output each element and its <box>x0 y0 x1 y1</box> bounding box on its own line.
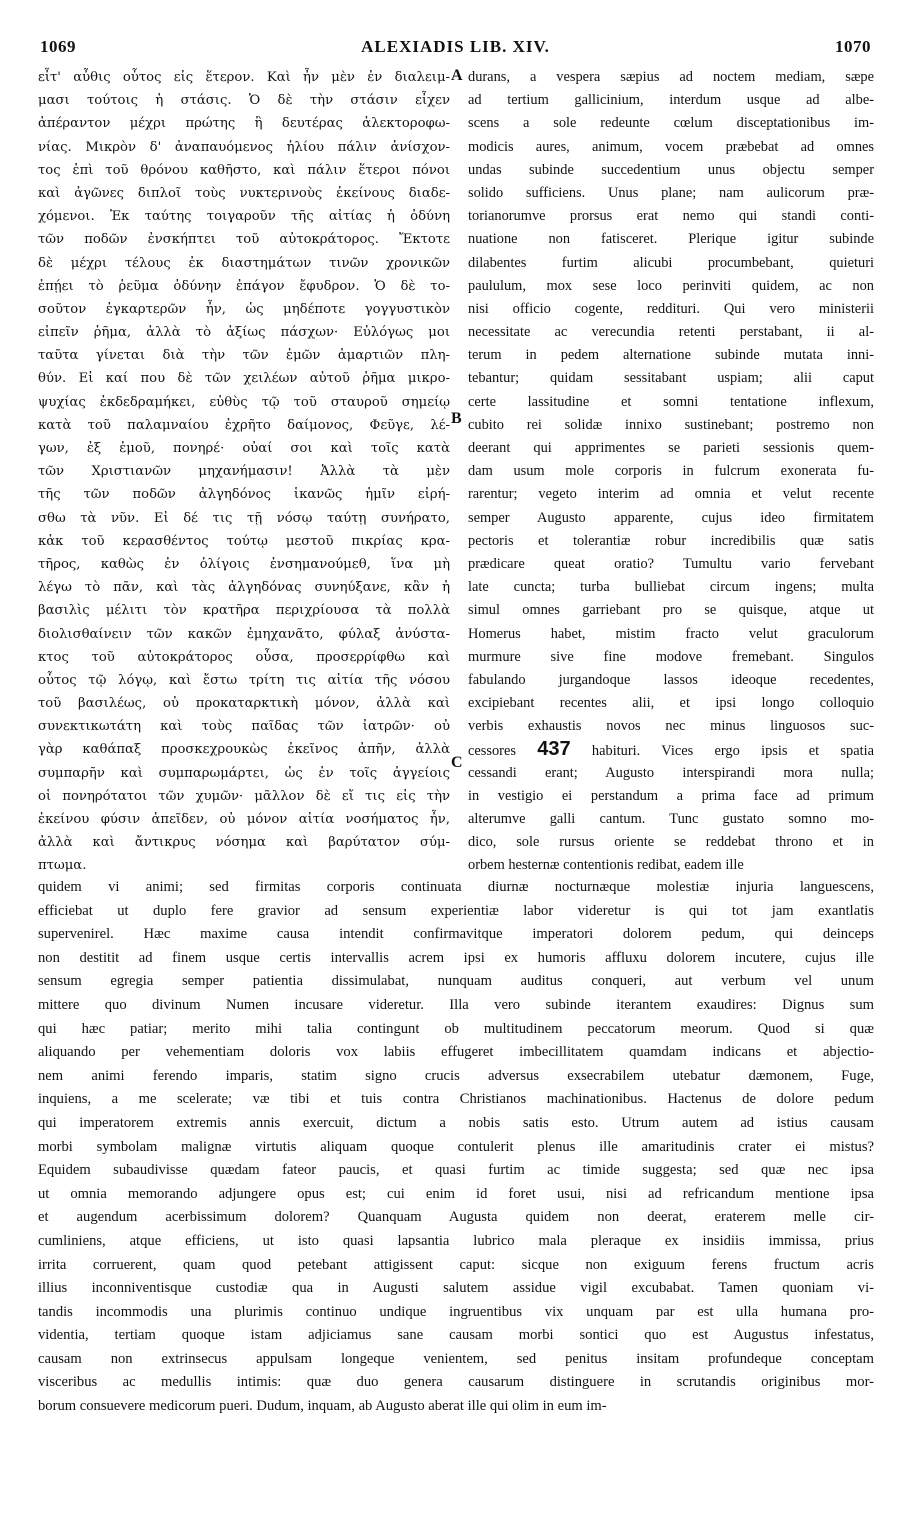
latin-text-line: et augendum acerbissimum dolorem? Quanquam Augusta quidem non deerat, eraterem melle cir- <box>38 1209 874 1226</box>
latin-text-line: ad tertium gallicinium, interdum usque ad albe- <box>468 92 874 109</box>
latin-text-line: cessores 437 habituri. Vices ergo ipsis et spatia <box>468 738 874 761</box>
greek-text-line: κατὰ τοῦ παλαμναίου ἐχρῆτο δαίμονος, Φεῦγε, λέ- <box>38 417 450 433</box>
latin-text-line: terum in pedem alternatione subinde mutata inni- <box>468 347 874 364</box>
greek-text-line: ἀλλὰ καὶ ἄντικρυς νόσημα καὶ βαρύτατον σύμ- <box>38 835 450 851</box>
inline-page-number: 437 <box>537 738 571 761</box>
latin-text-line: alterumve galli cantum. Tunc gustato somno mo- <box>468 811 874 827</box>
latin-text-line: durans, a vespera sæpius ad noctem mediam, sæpe <box>468 69 874 85</box>
latin-text-line: qui hæc patiar; merito mihi talia contingunt ob multitudinem peccatorum meorum. Quod si quæ <box>38 1020 874 1037</box>
latin-text-line: causam non extrinsecus appulsam longeque venientem, sed penitus insitam profundeque conceptam <box>38 1350 874 1367</box>
latin-text-line: orbem hesternæ contentionis redibat, eadem ille <box>468 857 744 874</box>
greek-text-line: μασι τούτοις ἡ στάσις. Ὁ δὲ τὴν στάσιν εἶχεν <box>38 93 450 109</box>
running-title: ALEXIADIS LIB. XIV. <box>361 37 550 56</box>
left-page-number: 1069 <box>40 37 76 56</box>
latin-text-line: deerant qui apprimentes se parieti sessionis quem- <box>468 440 874 456</box>
greek-text-line: κτος τοῦ αὐτοκράτορος οὖσα, προσερρίφθω καὶ <box>38 649 450 665</box>
latin-text-line: excipiebant recentes alii, et ipsi longo colloquio <box>468 695 874 712</box>
greek-text-line: γὰρ καθάπαξ προσκεχρουκὼς ἐκεῖνος ἀπῆν, ἀλλὰ <box>38 742 450 758</box>
greek-text-line: σοῦτον ἐγκαρτερῶν ἦν, ὡς μηδέποτε γογγυστικὸν <box>38 301 450 317</box>
latin-text-line: efficiebat ut duplo fere gravior ad sensum experientiæ labor videretur is qui tot jam exantlatis <box>38 902 874 919</box>
latin-text-line: morbi symbolam malignæ virtutis aliquam quoque contulerit plenus ille amaritudinis crater ei mistus? <box>38 1138 874 1155</box>
greek-text-line: τοῦ βασιλέως, οὐ προκαταρκτικὴ μόνον, ἀλλὰ καὶ <box>38 696 450 712</box>
greek-text-column <box>38 66 450 878</box>
latin-text-line: qui imperatorem extremis annis exercuit, dictum a nobis satis esto. Utrum autem ad istius causam <box>38 1114 874 1131</box>
latin-text-line: dam usum mole corporis in fulcrum exonerata fu- <box>468 463 874 480</box>
greek-text-line: λέγω τὸ πᾶν, καὶ τὰς ἀλγηδόνας συνηύξανε, κἂν ἡ <box>38 580 450 596</box>
latin-text-line: borum consuevere medicorum pueri. Dudum, inquam, ab Augusto aberat ille qui olim in eum im- <box>38 1398 607 1415</box>
latin-text-line: tebantur; quidam sessitabant uspiam; alii caput <box>468 370 874 387</box>
latin-text-line: Homerus habet, mistim fracto velut graculorum <box>468 625 874 642</box>
greek-text-line: καὶ ἀγῶνες διπλοῖ τοὺς νυκτερινοὺς ἐκείνους διαδε- <box>38 185 450 201</box>
greek-text-line: ψυχίας ἐκδεδραμήκει, εὐθὺς τῷ τοῦ σταυροῦ σημείῳ <box>38 394 450 410</box>
latin-text-line: aliquando per vehementiam doloris vox labiis effugeret imbecillitatem quamdam indicans et abjectio- <box>38 1044 874 1061</box>
latin-text-line: mittere quo divinum Numen incusare videretur. Illa vero subinde iterantem exaudires: Dignus sum <box>38 996 874 1013</box>
latin-text-line: dilabentes furtim alicubi procumbebant, quieturi <box>468 254 874 271</box>
greek-text-line: πτωμα. <box>38 858 87 874</box>
latin-text-line: modicis aures, animum, vocem præbebat ad omnes <box>468 138 874 155</box>
latin-text-line: tandis incommodis una plurimis continuo undique ingruentibus vix unquam par est ulla humana pro- <box>38 1303 874 1320</box>
latin-text-column <box>468 66 874 878</box>
latin-text-line: late cuncta; turba bulliebat circum ingens; multa <box>468 579 874 596</box>
greek-text-line: τος ἐπὶ τοῦ θρόνου καθῆστο, καὶ πάλιν ἕτεροι πόνοι <box>38 162 450 178</box>
latin-text-line: paululum, mox sese loco perinviti quidem, ac non <box>468 277 874 294</box>
latin-text-line: scens a sole redeunte cœlum disceptationibus im- <box>468 115 874 132</box>
latin-text-line: supervenirel. Hæc maxime causa intendit confirmavitque imperatori dolorem pedum, qui deinceps <box>38 926 874 943</box>
latin-text-line: visceribus ac medullis intimis: quæ duo genera causarum distinguere in scrutandis originibus mor- <box>38 1374 874 1391</box>
latin-text-line: cumliniens, atque efficiens, ut isto quasi lapsantia lubrico mala pleraque ex insidiis immissa, prius <box>38 1232 874 1249</box>
margin-marker-b: B <box>451 410 462 427</box>
greek-text-line: εἶτ' αὖθις οὗτος εἰς ἕτερον. Καὶ ἦν μὲν ἐν διαλειμ- <box>38 70 450 85</box>
latin-text-line: Equidem subaudivisse quædam fateor paucis, et quasi furtim ac timide suggesta; sed quæ nec ipsa <box>38 1162 874 1179</box>
greek-text-line: γων, ἐξ ἐμοῦ, πονηρέ· οὐαί σοι καὶ τοῖς κατὰ <box>38 441 450 456</box>
latin-text-line: nuatione non fatisceret. Plerique igitur subinde <box>468 231 874 248</box>
latin-text-line: torianorumve prorsus erat nemo qui standi conti- <box>468 208 874 225</box>
latin-text-line: nisi officio cogente, reddituri. Qui vero ministerii <box>468 300 874 317</box>
margin-marker-c: C <box>451 754 463 771</box>
latin-text-line: sensum egregia semper patientia dissimulabat, nunquam auditus conqueri, aut verbum vel unum <box>38 973 874 990</box>
greek-text-line: τῶν Χριστιανῶν μηχανήμασιν! Ἀλλὰ τὰ μὲν <box>38 464 450 480</box>
greek-text-line: οὗτος τῷ λόγῳ, καὶ ἔστω τρίτη τις αἰτία τῆς νόσου <box>38 672 450 688</box>
latin-text-line: cessandi erant; Augusto interspirandi mora nulla; <box>468 764 874 781</box>
latin-text-line: dico, sole rursus oriente se reddebat throno et in <box>468 834 874 851</box>
latin-text-line: non destitit ad finem usque certis intervallis acrem ipsi ex humoris affluxu dolorem incutere, cujus ille <box>38 949 874 966</box>
latin-text-line: simul omnes garriebant pro se quisque, atque ut <box>468 602 874 619</box>
greek-text-line: δὲ μέχρι τέλους ἐκ διαστημάτων τινῶν χρονικῶν <box>38 255 450 271</box>
latin-text-line: ut omnia memorando adjungere opus est; cui enim id foret usui, nisi ad refricandum mentione ipsa <box>38 1185 874 1202</box>
latin-text-line: videntia, tertiam quoque istam adjiciamus sane causam morbi sontici quo est Augustus infestatus, <box>38 1327 874 1344</box>
running-header <box>40 34 871 60</box>
greek-text-line: οἱ πονηρότατοι τῶν χυμῶν· μᾶλλον δὲ εἴ τις εἰς τὴν <box>38 788 450 804</box>
greek-text-line: ἐκείνου φύσιν ἀπεῖδεν, οὐ μόνον αἰτία νοσήματος ἦν, <box>38 812 450 827</box>
latin-text-line: semper Augusto apparente, cujus ideo firmitatem <box>468 509 874 526</box>
greek-text-line: νίας. Μικρὸν δ' ἀναπαυόμενος ἡλίου πάλιν ἀνίσχον- <box>38 139 450 155</box>
latin-text-line: rarentur; vegeto interim ad omnia et velut recente <box>468 486 874 503</box>
greek-text-line: τῶν ποδῶν ἐνσκήπτει τοῦ αὐτοκράτορος. Ἔκτοτε <box>38 232 450 248</box>
greek-text-line: συμπαρῆν καὶ συμπαρωμάρτει, ὡς ἐν τοῖς ἀγγείοις <box>38 765 450 781</box>
latin-text-line: quidem vi animi; sed firmitas corporis continuata diurnæ nocturnæque molestiæ injuria languescens, <box>38 879 874 895</box>
latin-text-line: irrita corruerent, quam quod petebant attigissent caput: sicque non exiguum ferens fructum acris <box>38 1256 874 1273</box>
latin-text-line: in vestigio ei perstandum a prima face ad primum <box>468 787 874 804</box>
margin-marker-a: A <box>451 67 463 84</box>
greek-text-line: συνεκτικωτάτη καὶ τοὺς παῖδας τῶν ἰατρῶν· οὐ <box>38 719 450 735</box>
greek-text-line: χόμενοι. Ἐκ ταύτης τοιγαροῦν τῆς αἰτίας ἡ ὀδύνη <box>38 209 450 225</box>
latin-text-line: undas subinde succedentium unus objectu semper <box>468 161 874 178</box>
latin-text-line: verbis exhaustis novos nec minus linguosos suc- <box>468 718 874 735</box>
latin-full-width-text <box>38 876 874 1419</box>
latin-text-line: certe lassitudine et somni tentatione inflexum, <box>468 393 874 410</box>
latin-text-line: prædicare queat oratio? Tumultu vario fervebant <box>468 555 874 572</box>
greek-text-line: εἰπεῖν ῥῆμα, ἀλλὰ τὸ ἀξίως πάσχων· Εὐλόγως μοι <box>38 325 450 341</box>
latin-text-line: pectoris et tolerantiæ robur incredibilis quæ satis <box>468 532 874 549</box>
greek-text-line: σθω τὰ νῦν. Εἰ δέ τις τῇ νόσῳ ταύτῃ συνήρατο, <box>38 510 450 526</box>
greek-text-line: διολισθαίνειν τῶν κακῶν ἐμηχανᾶτο, φύλαξ ἀνύστα- <box>38 626 450 642</box>
latin-text-line: fabulando jurgandoque lassos ideoque recedentes, <box>468 671 874 688</box>
latin-text-line: cubito rei solidæ innixo sustinebant; postremo non <box>468 416 874 433</box>
greek-text-line: ταῦτα γίνεται διὰ τὴν τῶν ἐμῶν ἁμαρτιῶν πλη- <box>38 348 450 364</box>
greek-text-line: κἀκ τοῦ κερασθέντος τούτῳ μεστοῦ πικρίας κρα- <box>38 533 450 549</box>
latin-text-line: inquiens, a me scelerate; væ tibi et tuis contra Christianos machinationibus. Hactenus de dolore pedum <box>38 1091 874 1108</box>
greek-text-line: θύν. Εἰ καί που δὲ τῶν χειλέων αὐτοῦ ῥῆμα μικρο- <box>38 371 450 387</box>
latin-text-line: illius inconniventisque custodiæ qua in Augusti salutem assidue vigil excubabat. Tamen quoniam vi- <box>38 1280 874 1297</box>
greek-text-line: τῆς τῶν ποδῶν ἀλγηδόνος ἱκανῶς ἡμῖν εἰρή- <box>38 487 450 503</box>
latin-text-line: solido sufficiens. Unus plane; nam aulicorum præ- <box>468 184 874 201</box>
greek-text-line: ἀπέραντον μέχρι πρώτης ἢ δευτέρας ἀλεκτοροφω- <box>38 116 450 132</box>
latin-text-line: nem animi ferendo imparis, statim signo crucis adversus exsecrabilem utebatur dæmonem, Fuge, <box>38 1067 874 1084</box>
greek-text-line: τῆρος, καθὼς ἐν ὀλίγοις ἐνσημανούμεθ, ἵνα μὴ <box>38 556 450 572</box>
greek-text-line: βασιλὶς μέλιτι τὸν κρατῆρα περιχρίουσα τὰ πολλὰ <box>38 603 450 619</box>
greek-text-line: ἐπῄει τὸ ῥεῦμα ὀδύνην ἐπάγον ἔφυδρον. Ὁ δὲ το- <box>38 278 450 294</box>
right-page-number: 1070 <box>835 37 871 56</box>
latin-text-line: murmure sive fine modove fremebant. Singulos <box>468 648 874 665</box>
latin-text-line: necessitate ac verecundia retenti perstabant, ii al- <box>468 324 874 341</box>
